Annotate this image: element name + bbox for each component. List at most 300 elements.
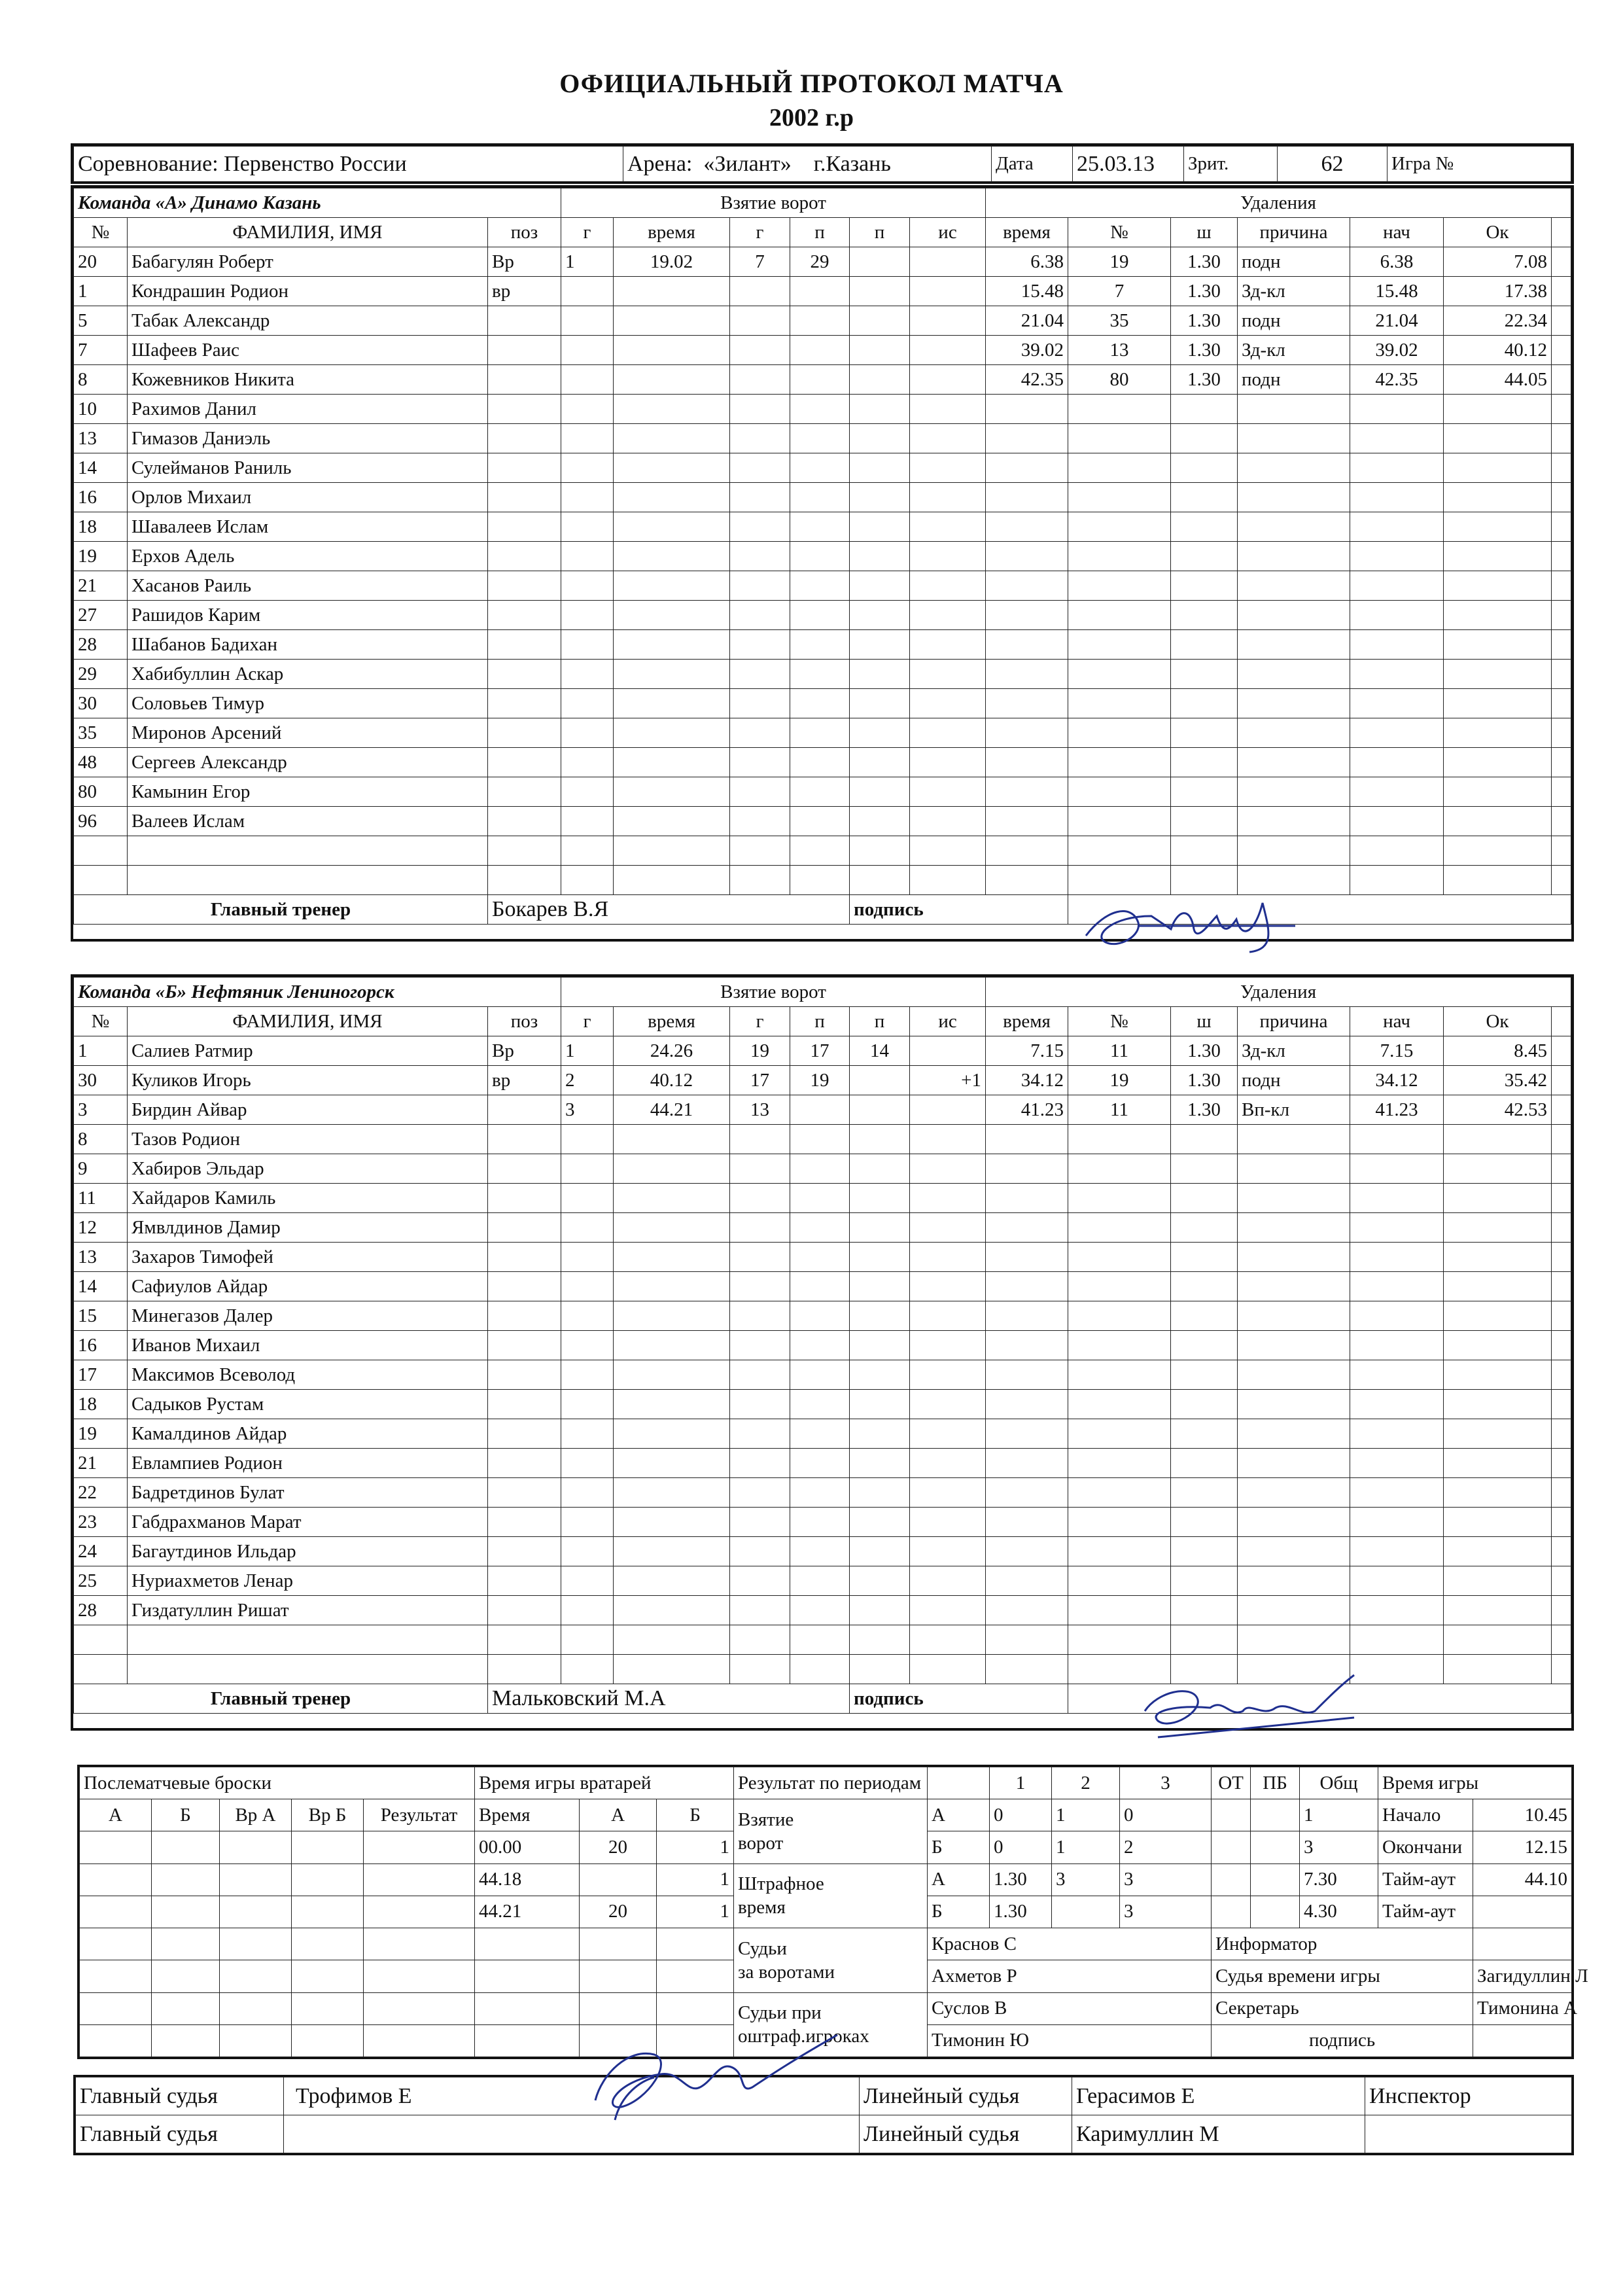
goal-time bbox=[614, 1272, 730, 1301]
penalty-reason: подн bbox=[1238, 247, 1350, 277]
goal-scorer bbox=[730, 395, 790, 424]
goals-a-p2: 1 bbox=[1052, 1799, 1120, 1831]
signature-label: подпись bbox=[850, 1684, 1068, 1714]
goal-assist-1 bbox=[790, 807, 850, 836]
goal-number bbox=[561, 1331, 614, 1360]
penalty-start bbox=[1350, 601, 1444, 630]
period-3-header: 3 bbox=[1120, 1767, 1212, 1799]
goal-time bbox=[614, 1419, 730, 1449]
empty-cell bbox=[1552, 866, 1571, 895]
player-number: 16 bbox=[74, 1331, 128, 1360]
goal-scorer bbox=[730, 660, 790, 689]
goal-situation bbox=[910, 1390, 986, 1419]
player-position bbox=[488, 1154, 561, 1184]
pen-b-p1: 1.30 bbox=[990, 1896, 1052, 1928]
goal-assist-1 bbox=[790, 571, 850, 601]
penalty-minutes bbox=[1171, 1360, 1238, 1390]
penalty-start bbox=[1350, 1625, 1444, 1655]
player-row bbox=[74, 689, 1571, 718]
player-position bbox=[488, 748, 561, 777]
goal-time bbox=[614, 807, 730, 836]
goal-time bbox=[614, 1360, 730, 1390]
empty-cell bbox=[1552, 483, 1571, 512]
penalty-player: 35 bbox=[1068, 306, 1171, 336]
goal-number bbox=[561, 866, 614, 895]
goal-situation bbox=[910, 395, 986, 424]
goals-b-total: 3 bbox=[1300, 1831, 1378, 1863]
player-number: 18 bbox=[74, 1390, 128, 1419]
penalty-reason bbox=[1238, 1478, 1350, 1508]
goal-time bbox=[614, 395, 730, 424]
player-number: 16 bbox=[74, 483, 128, 512]
player-position bbox=[488, 866, 561, 895]
goal-scorer bbox=[730, 542, 790, 571]
player-position bbox=[488, 1360, 561, 1390]
goal-assist-1 bbox=[790, 1301, 850, 1331]
goal-scorer bbox=[730, 1360, 790, 1390]
player-number: 25 bbox=[74, 1566, 128, 1596]
empty-cell bbox=[1552, 718, 1571, 748]
player-number: 13 bbox=[74, 1243, 128, 1272]
goal-number bbox=[561, 1449, 614, 1478]
goal-assist-1 bbox=[790, 306, 850, 336]
goal-time bbox=[614, 336, 730, 365]
goal-scorer: 13 bbox=[730, 1095, 790, 1125]
player-row bbox=[74, 365, 1571, 395]
empty-cell bbox=[1552, 1036, 1571, 1066]
player-name bbox=[128, 1655, 488, 1684]
empty-cell bbox=[1552, 1655, 1571, 1684]
goal-time bbox=[614, 1213, 730, 1243]
penalty-start: 7.15 bbox=[1350, 1036, 1444, 1066]
goals-a-p1: 0 bbox=[990, 1799, 1052, 1831]
penalty-reason bbox=[1238, 424, 1350, 453]
player-number bbox=[74, 866, 128, 895]
penalty-player bbox=[1068, 1154, 1171, 1184]
competition: Соревнование: Первенство России bbox=[74, 147, 623, 182]
goal-situation bbox=[910, 1655, 986, 1684]
penalty-minutes bbox=[1171, 453, 1238, 483]
player-position bbox=[488, 1272, 561, 1301]
goal-assist-1 bbox=[790, 1154, 850, 1184]
penalty-reason bbox=[1238, 571, 1350, 601]
arena: Арена: «Зилант» г.Казань bbox=[623, 147, 992, 182]
player-name: Евлампиев Родион bbox=[128, 1449, 488, 1478]
goal-situation bbox=[910, 512, 986, 542]
penalty-end bbox=[1444, 1243, 1552, 1272]
penalty-time bbox=[986, 512, 1068, 542]
penalty-reason bbox=[1238, 1537, 1350, 1566]
goal-assist-1 bbox=[790, 660, 850, 689]
player-number: 35 bbox=[74, 718, 128, 748]
goal-assist-1 bbox=[790, 1360, 850, 1390]
penalty-player bbox=[1068, 1566, 1171, 1596]
goal-number bbox=[561, 277, 614, 306]
player-number: 22 bbox=[74, 1478, 128, 1508]
penalty-start bbox=[1350, 1478, 1444, 1508]
penalty-time bbox=[986, 542, 1068, 571]
player-name: Миронов Арсений bbox=[128, 718, 488, 748]
goal-time bbox=[614, 1301, 730, 1331]
player-name: Бадретдинов Булат bbox=[128, 1478, 488, 1508]
goal-time bbox=[614, 1184, 730, 1213]
player-number: 30 bbox=[74, 1066, 128, 1095]
penalty-minutes bbox=[1171, 512, 1238, 542]
goal-assist-1 bbox=[790, 336, 850, 365]
penalty-start bbox=[1350, 1360, 1444, 1390]
goal-assist-2 bbox=[850, 277, 910, 306]
goal-assist-1 bbox=[790, 1508, 850, 1537]
penalty-end bbox=[1444, 571, 1552, 601]
penalty-judge-1: Суслов В bbox=[928, 1992, 1212, 2024]
penalty-start bbox=[1350, 866, 1444, 895]
goal-scorer bbox=[730, 1243, 790, 1272]
goal-situation bbox=[910, 571, 986, 601]
goal-situation bbox=[910, 1566, 986, 1596]
player-name: Рахимов Данил bbox=[128, 395, 488, 424]
penalty-reason bbox=[1238, 1390, 1350, 1419]
penalty-reason: подн bbox=[1238, 306, 1350, 336]
goal-situation bbox=[910, 424, 986, 453]
player-row bbox=[74, 1566, 1571, 1596]
penalty-minutes bbox=[1171, 1213, 1238, 1243]
player-name: Салиев Ратмир bbox=[128, 1036, 488, 1066]
penalty-time bbox=[986, 718, 1068, 748]
player-number: 27 bbox=[74, 601, 128, 630]
timeout-1-label: Тайм-аут bbox=[1378, 1863, 1473, 1896]
goal-time bbox=[614, 277, 730, 306]
goal-assist-2 bbox=[850, 718, 910, 748]
goal-number bbox=[561, 660, 614, 689]
player-row bbox=[74, 748, 1571, 777]
goal-number bbox=[561, 1243, 614, 1272]
penalty-start bbox=[1350, 1272, 1444, 1301]
player-row bbox=[74, 866, 1571, 895]
player-name: Кондрашин Родион bbox=[128, 277, 488, 306]
empty-cell bbox=[1552, 453, 1571, 483]
goal-scorer bbox=[730, 1213, 790, 1243]
goal-scorer bbox=[730, 1301, 790, 1331]
penalty-player bbox=[1068, 1331, 1171, 1360]
player-row bbox=[74, 1390, 1571, 1419]
player-position bbox=[488, 512, 561, 542]
penalty-minutes bbox=[1171, 718, 1238, 748]
penalty-reason bbox=[1238, 542, 1350, 571]
goal-time bbox=[614, 718, 730, 748]
goals-group-header: Взятие ворот bbox=[561, 978, 986, 1007]
goalie-col-time: Время bbox=[475, 1799, 580, 1831]
empty-cell bbox=[1552, 1566, 1571, 1596]
empty-cell bbox=[1552, 247, 1571, 277]
penalty-time bbox=[986, 1537, 1068, 1566]
player-row bbox=[74, 512, 1571, 542]
player-position bbox=[488, 336, 561, 365]
empty-cell bbox=[1552, 306, 1571, 336]
goal-assist-1 bbox=[790, 630, 850, 660]
player-number: 5 bbox=[74, 306, 128, 336]
head-coach-label: Главный тренер bbox=[74, 1684, 488, 1714]
goal-situation bbox=[910, 336, 986, 365]
penalty-player bbox=[1068, 483, 1171, 512]
player-position bbox=[488, 1537, 561, 1566]
penalty-end bbox=[1444, 866, 1552, 895]
penalty-start bbox=[1350, 807, 1444, 836]
penalty-player bbox=[1068, 512, 1171, 542]
penalty-reason bbox=[1238, 1154, 1350, 1184]
goal-assist-2 bbox=[850, 1360, 910, 1390]
penalty-minutes: 1.30 bbox=[1171, 1036, 1238, 1066]
penalty-player bbox=[1068, 1390, 1171, 1419]
penalty-time: 7.15 bbox=[986, 1036, 1068, 1066]
penalty-player-header: № bbox=[1068, 218, 1171, 247]
penalty-start bbox=[1350, 483, 1444, 512]
empty-cell bbox=[1552, 1360, 1571, 1390]
penalty-end bbox=[1444, 1419, 1552, 1449]
timeout-1-value: 44.10 bbox=[1473, 1863, 1572, 1896]
player-row bbox=[74, 660, 1571, 689]
penalty-reason: Зд-кл bbox=[1238, 336, 1350, 365]
goal-time bbox=[614, 365, 730, 395]
player-number: 8 bbox=[74, 365, 128, 395]
goal-number: 2 bbox=[561, 1066, 614, 1095]
player-name: Сергеев Александр bbox=[128, 748, 488, 777]
goal-assist-1 bbox=[790, 1655, 850, 1684]
penalty-reason bbox=[1238, 1596, 1350, 1625]
shootout-col-b: Б bbox=[152, 1799, 220, 1831]
team-b-section bbox=[71, 974, 1574, 1731]
penalty-player bbox=[1068, 660, 1171, 689]
penalty-end bbox=[1444, 1625, 1552, 1655]
goal-situation bbox=[910, 1419, 986, 1449]
number-header: № bbox=[74, 1007, 128, 1036]
goal-number bbox=[561, 1390, 614, 1419]
player-number: 24 bbox=[74, 1537, 128, 1566]
goal-number bbox=[561, 424, 614, 453]
player-row bbox=[74, 483, 1571, 512]
goal-time bbox=[614, 1508, 730, 1537]
penalty-start: 15.48 bbox=[1350, 277, 1444, 306]
penalty-player bbox=[1068, 630, 1171, 660]
penalty-player bbox=[1068, 1301, 1171, 1331]
player-position: вр bbox=[488, 1066, 561, 1095]
goal-assist-2 bbox=[850, 630, 910, 660]
penalty-minutes bbox=[1171, 1537, 1238, 1566]
penalty-reason bbox=[1238, 689, 1350, 718]
empty-cell bbox=[1552, 424, 1571, 453]
goal-number bbox=[561, 1360, 614, 1390]
goal-assist-1 bbox=[790, 1625, 850, 1655]
empty-cell bbox=[1552, 689, 1571, 718]
penalty-player bbox=[1068, 1478, 1171, 1508]
player-row bbox=[74, 1478, 1571, 1508]
goal-number bbox=[561, 1596, 614, 1625]
player-number: 30 bbox=[74, 689, 128, 718]
penalty-start: 41.23 bbox=[1350, 1095, 1444, 1125]
player-position bbox=[488, 1449, 561, 1478]
game-start-label: Начало bbox=[1378, 1799, 1473, 1831]
penalty-end: 8.45 bbox=[1444, 1036, 1552, 1066]
shootout-col-gka: Вр А bbox=[220, 1799, 292, 1831]
player-row bbox=[74, 1449, 1571, 1478]
empty-cell bbox=[1552, 601, 1571, 630]
empty-cell bbox=[1552, 807, 1571, 836]
penalty-reason bbox=[1238, 1566, 1350, 1596]
empty-cell bbox=[1552, 1095, 1571, 1125]
penalty-time: 39.02 bbox=[986, 336, 1068, 365]
goal-assist-2 bbox=[850, 1184, 910, 1213]
period-1-header: 1 bbox=[990, 1767, 1052, 1799]
penalty-player: 19 bbox=[1068, 247, 1171, 277]
player-row bbox=[74, 1066, 1571, 1095]
player-number: 19 bbox=[74, 542, 128, 571]
penalty-end bbox=[1444, 660, 1552, 689]
goal-scorer bbox=[730, 1419, 790, 1449]
player-name: Шавалеев Ислам bbox=[128, 512, 488, 542]
player-position bbox=[488, 1508, 561, 1537]
goal-assist-1 bbox=[790, 1243, 850, 1272]
penalty-time bbox=[986, 1184, 1068, 1213]
document-title: ОФИЦИАЛЬНЫЙ ПРОТОКОЛ МАТЧА bbox=[559, 69, 1064, 98]
penalty-reason-header: причина bbox=[1238, 1007, 1350, 1036]
player-number: 1 bbox=[74, 277, 128, 306]
goal-judges-label: Судьи за воротами bbox=[734, 1928, 928, 1992]
penalty-time bbox=[986, 1331, 1068, 1360]
linesman-value: Каримуллин М bbox=[1072, 2115, 1365, 2153]
goalie-row-b: 1 bbox=[657, 1863, 734, 1896]
goal-situation bbox=[910, 1537, 986, 1566]
player-position bbox=[488, 1478, 561, 1508]
penalty-minutes bbox=[1171, 1566, 1238, 1596]
penalty-start bbox=[1350, 1125, 1444, 1154]
goals-b-p1: 0 bbox=[990, 1831, 1052, 1863]
goal-assist-2 bbox=[850, 1213, 910, 1243]
player-name: Максимов Всеволод bbox=[128, 1360, 488, 1390]
goal-assist-2 bbox=[850, 365, 910, 395]
player-row bbox=[74, 1272, 1571, 1301]
goal-scorer bbox=[730, 571, 790, 601]
player-row bbox=[74, 601, 1571, 630]
player-name: Тазов Родион bbox=[128, 1125, 488, 1154]
penalty-time bbox=[986, 748, 1068, 777]
penalty-end bbox=[1444, 1478, 1552, 1508]
player-row bbox=[74, 1596, 1571, 1625]
penalty-start bbox=[1350, 1449, 1444, 1478]
penalty-player bbox=[1068, 1213, 1171, 1243]
goal-number bbox=[561, 1478, 614, 1508]
goal-time-header: время bbox=[614, 1007, 730, 1036]
player-position: вр bbox=[488, 277, 561, 306]
player-position bbox=[488, 1390, 561, 1419]
penalty-end bbox=[1444, 1390, 1552, 1419]
goal-time bbox=[614, 424, 730, 453]
penalty-end bbox=[1444, 1537, 1552, 1566]
goal-assist-1 bbox=[790, 1449, 850, 1478]
penalty-time: 34.12 bbox=[986, 1066, 1068, 1095]
goal-scorer bbox=[730, 424, 790, 453]
goal-number bbox=[561, 1213, 614, 1243]
goal-assist-1 bbox=[790, 601, 850, 630]
goalie-col-b: Б bbox=[657, 1799, 734, 1831]
penalty-minutes bbox=[1171, 1625, 1238, 1655]
game-end-label: Окончани bbox=[1378, 1831, 1473, 1863]
goal-time bbox=[614, 1478, 730, 1508]
name-header: ФАМИЛИЯ, ИМЯ bbox=[128, 1007, 488, 1036]
timeout-2-value bbox=[1473, 1896, 1572, 1928]
goal-situation bbox=[910, 483, 986, 512]
player-name: Бирдин Айвар bbox=[128, 1095, 488, 1125]
penalty-minutes bbox=[1171, 1184, 1238, 1213]
shootout-col-result: Результат bbox=[364, 1799, 475, 1831]
goal-situation bbox=[910, 247, 986, 277]
penalty-end bbox=[1444, 424, 1552, 453]
penalty-player bbox=[1068, 1419, 1171, 1449]
penalty-minutes bbox=[1171, 1331, 1238, 1360]
goal-scorer bbox=[730, 1566, 790, 1596]
penalty-player bbox=[1068, 807, 1171, 836]
goal-scorer bbox=[730, 512, 790, 542]
goal-assist-1: 19 bbox=[790, 1066, 850, 1095]
empty-cell bbox=[1552, 836, 1571, 866]
goalie-row-time: 00.00 bbox=[475, 1831, 580, 1863]
player-name: Гимазов Даниэль bbox=[128, 424, 488, 453]
penalty-player-header: № bbox=[1068, 1007, 1171, 1036]
goal-assist-2 bbox=[850, 424, 910, 453]
goal-situation bbox=[910, 807, 986, 836]
player-row bbox=[74, 1331, 1571, 1360]
penalty-player: 13 bbox=[1068, 336, 1171, 365]
goal-situation bbox=[910, 306, 986, 336]
penalty-end bbox=[1444, 395, 1552, 424]
goal-number bbox=[561, 1301, 614, 1331]
goal-assist-2 bbox=[850, 1596, 910, 1625]
penalty-start bbox=[1350, 1331, 1444, 1360]
penalty-time: 15.48 bbox=[986, 277, 1068, 306]
goal-assist-2 bbox=[850, 1390, 910, 1419]
goal-assist-1 bbox=[790, 1566, 850, 1596]
penalty-end bbox=[1444, 1301, 1552, 1331]
penalty-player bbox=[1068, 1184, 1171, 1213]
player-name bbox=[128, 1625, 488, 1655]
player-number: 29 bbox=[74, 660, 128, 689]
penalty-minutes bbox=[1171, 836, 1238, 866]
player-name: Камалдинов Айдар bbox=[128, 1419, 488, 1449]
penalty-start bbox=[1350, 1301, 1444, 1331]
goal-assist-1 bbox=[790, 1095, 850, 1125]
goal-scorer bbox=[730, 483, 790, 512]
penalty-time bbox=[986, 1625, 1068, 1655]
penalties-group-header: Удаления bbox=[986, 978, 1571, 1007]
goal-time bbox=[614, 1625, 730, 1655]
penalty-player bbox=[1068, 836, 1171, 866]
penalty-start bbox=[1350, 1566, 1444, 1596]
penalty-player bbox=[1068, 424, 1171, 453]
empty-cell bbox=[1552, 512, 1571, 542]
player-name: Орлов Михаил bbox=[128, 483, 488, 512]
penalty-time bbox=[986, 1213, 1068, 1243]
penalty-minutes bbox=[1171, 777, 1238, 807]
empty-cell bbox=[1552, 1213, 1571, 1243]
date-label: Дата bbox=[992, 147, 1073, 182]
period-2-header: 2 bbox=[1052, 1767, 1120, 1799]
player-name: Сулейманов Раниль bbox=[128, 453, 488, 483]
goal-time bbox=[614, 483, 730, 512]
player-name: Табак Александр bbox=[128, 306, 488, 336]
player-position bbox=[488, 1625, 561, 1655]
game-time-title: Время игры bbox=[1378, 1767, 1572, 1799]
player-row bbox=[74, 542, 1571, 571]
player-position bbox=[488, 1419, 561, 1449]
player-row bbox=[74, 1125, 1571, 1154]
